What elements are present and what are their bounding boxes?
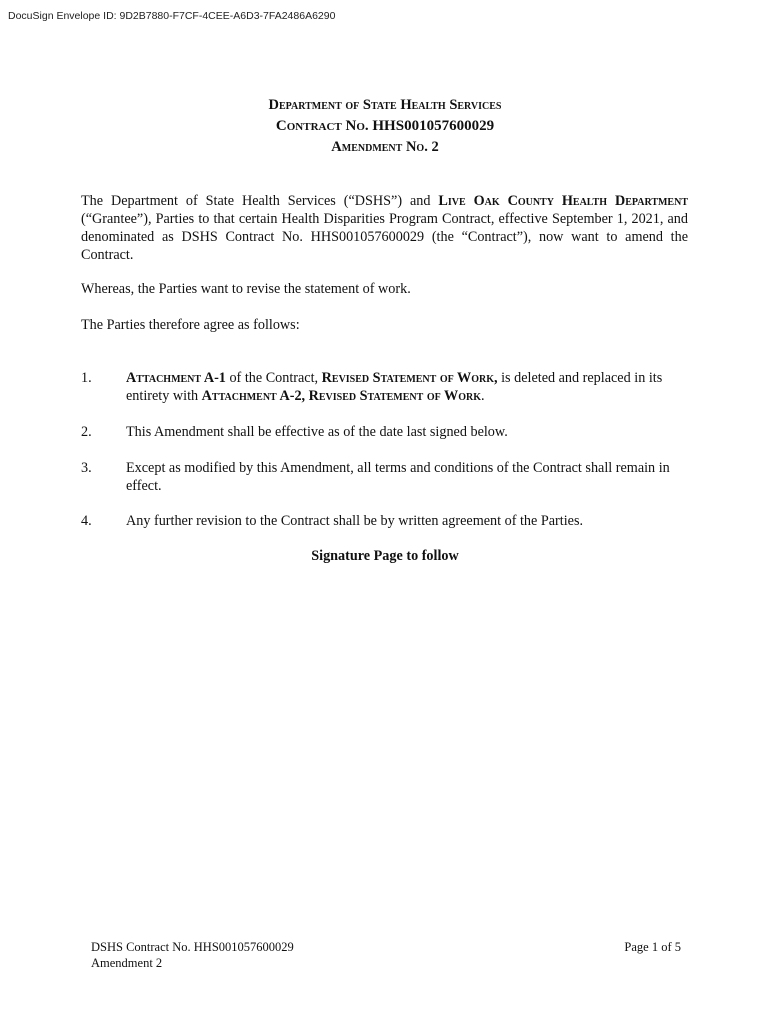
list-item-text bbox=[126, 369, 688, 405]
amendment-title: Amendment No. 2 bbox=[331, 139, 439, 155]
contract-number: HHS001057600029 bbox=[372, 118, 495, 134]
intro-paragraph bbox=[81, 192, 688, 264]
list-item-number: 1. bbox=[81, 370, 92, 386]
attachment-a2: Attachment A-2, Revised Statement of Work bbox=[201, 388, 481, 404]
item1-text-b: of the Contract, bbox=[225, 370, 322, 386]
contract-prefix: Contract No. bbox=[275, 118, 373, 134]
footer-amendment: Amendment 2 bbox=[91, 956, 163, 970]
document-heading bbox=[0, 95, 770, 158]
page-number: Page 1 of 5 bbox=[624, 940, 681, 954]
item1-text-d: is deleted and replaced in its entirety with bbox=[126, 370, 663, 404]
intro-part2: (“Grantee”), Parties to that certain Health Disparities Program Contract, effective September 1, 2021, and denominated as DSHS Contract No. HHS001057600029 (the “Contract”), now want to amend the Contract. bbox=[81, 211, 688, 263]
attachment-a1: Attachment A-1 bbox=[126, 370, 226, 386]
list-item-number: 2. bbox=[81, 424, 92, 440]
grantee-name: Live Oak County Health Department bbox=[438, 193, 688, 209]
docusign-envelope-id: DocuSign Envelope ID: 9D2B7880-F7CF-4CEE-A6D3-7FA2486A6290 bbox=[8, 10, 336, 22]
contract-number-title bbox=[0, 116, 770, 137]
intro-part1: The Department of State Health Services (“DSHS”) and bbox=[81, 193, 439, 209]
footer-contract-number: DSHS Contract No. HHS001057600029 bbox=[91, 940, 294, 954]
signature-page-note: Signature Page to follow bbox=[311, 548, 459, 564]
list-item-text: Except as modified by this Amendment, all terms and conditions of the Contract shall remain in effect. bbox=[126, 460, 670, 494]
agree-paragraph: The Parties therefore agree as follows: bbox=[81, 317, 300, 333]
list-item-text: This Amendment shall be effective as of the date last signed below. bbox=[126, 424, 508, 440]
page-footer bbox=[91, 939, 681, 971]
revised-sow-label: Revised Statement of Work, bbox=[321, 370, 498, 386]
list-item-number: 4. bbox=[81, 513, 92, 529]
item1-text-f: . bbox=[481, 388, 485, 404]
department-title: Department of State Health Services bbox=[268, 97, 502, 113]
list-item-text: Any further revision to the Contract shall be by written agreement of the Parties. bbox=[126, 513, 584, 529]
whereas-paragraph: Whereas, the Parties want to revise the statement of work. bbox=[81, 281, 411, 297]
list-item-number: 3. bbox=[81, 460, 92, 476]
